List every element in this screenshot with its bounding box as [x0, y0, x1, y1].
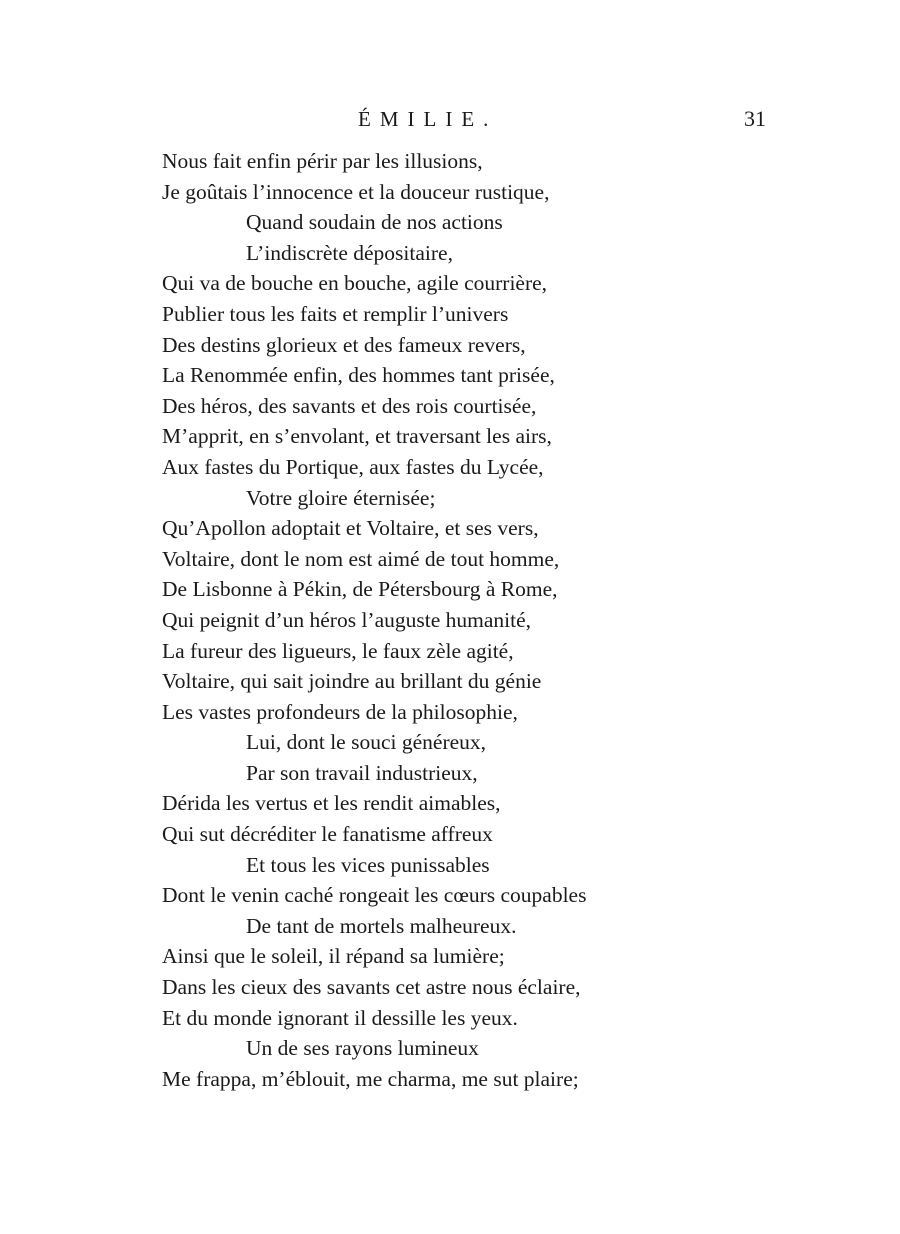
poem-text [162, 146, 802, 1094]
verse-line: De tant de mortels malheureux. [246, 913, 517, 938]
page-number: 31 [744, 106, 766, 131]
verse-line: Dérida les vertus et les rendit aimables, [162, 791, 501, 816]
verse-line: Qui sut décréditer le fanatisme affreux [162, 822, 493, 847]
verse-line: Qu’Apollon adoptait et Voltaire, et ses vers, [162, 516, 539, 541]
verse-line: Qui va de bouche en bouche, agile courrière, [162, 271, 548, 296]
verse-line: Des destins glorieux et des fameux revers, [162, 332, 526, 357]
verse-line: Par son travail industrieux, [246, 760, 478, 785]
verse-line: Me frappa, m’éblouit, me charma, me sut plaire; [162, 1066, 579, 1091]
verse-line: Et tous les vices punissables [246, 852, 490, 877]
verse-line: Dont le venin caché rongeait les cœurs coupables [162, 883, 587, 908]
verse-line: Qui peignit d’un héros l’auguste humanité, [162, 607, 532, 632]
running-title: ÉMILIE. [358, 107, 498, 131]
verse-line: Lui, dont le souci généreux, [246, 730, 487, 755]
verse-line: Votre gloire éternisée; [246, 485, 436, 510]
verse-line: Voltaire, qui sait joindre au brillant du génie [162, 669, 542, 694]
verse-line: Et du monde ignorant il dessille les yeux. [162, 1005, 518, 1030]
verse-line: Aux fastes du Portique, aux fastes du Lycée, [162, 454, 544, 479]
verse-line: M’apprit, en s’envolant, et traversant les airs, [162, 424, 552, 449]
verse-line: De Lisbonne à Pékin, de Pétersbourg à Rome, [162, 577, 558, 602]
verse-line: Les vastes profondeurs de la philosophie, [162, 699, 518, 724]
verse-line: L’indiscrète dépositaire, [246, 240, 453, 265]
verse-line: La fureur des ligueurs, le faux zèle agité, [162, 638, 514, 663]
verse-line: Ainsi que le soleil, il répand sa lumière; [162, 944, 505, 969]
verse-line: Des héros, des savants et des rois courtisée, [162, 393, 537, 418]
verse-line: Dans les cieux des savants cet astre nous éclaire, [162, 975, 581, 1000]
verse-line: Je goûtais l’innocence et la douceur rustique, [162, 179, 550, 204]
verse-line: Nous fait enfin périr par les illusions, [162, 149, 483, 173]
verse-line: Un de ses rayons lumineux [246, 1036, 479, 1061]
verse-line: La Renommée enfin, des hommes tant prisée, [162, 363, 555, 388]
verse-line: Publier tous les faits et remplir l’univers [162, 301, 509, 326]
running-head [0, 104, 860, 134]
verse-line: Voltaire, dont le nom est aimé de tout homme, [162, 546, 560, 571]
verse-line: Quand soudain de nos actions [246, 210, 503, 235]
